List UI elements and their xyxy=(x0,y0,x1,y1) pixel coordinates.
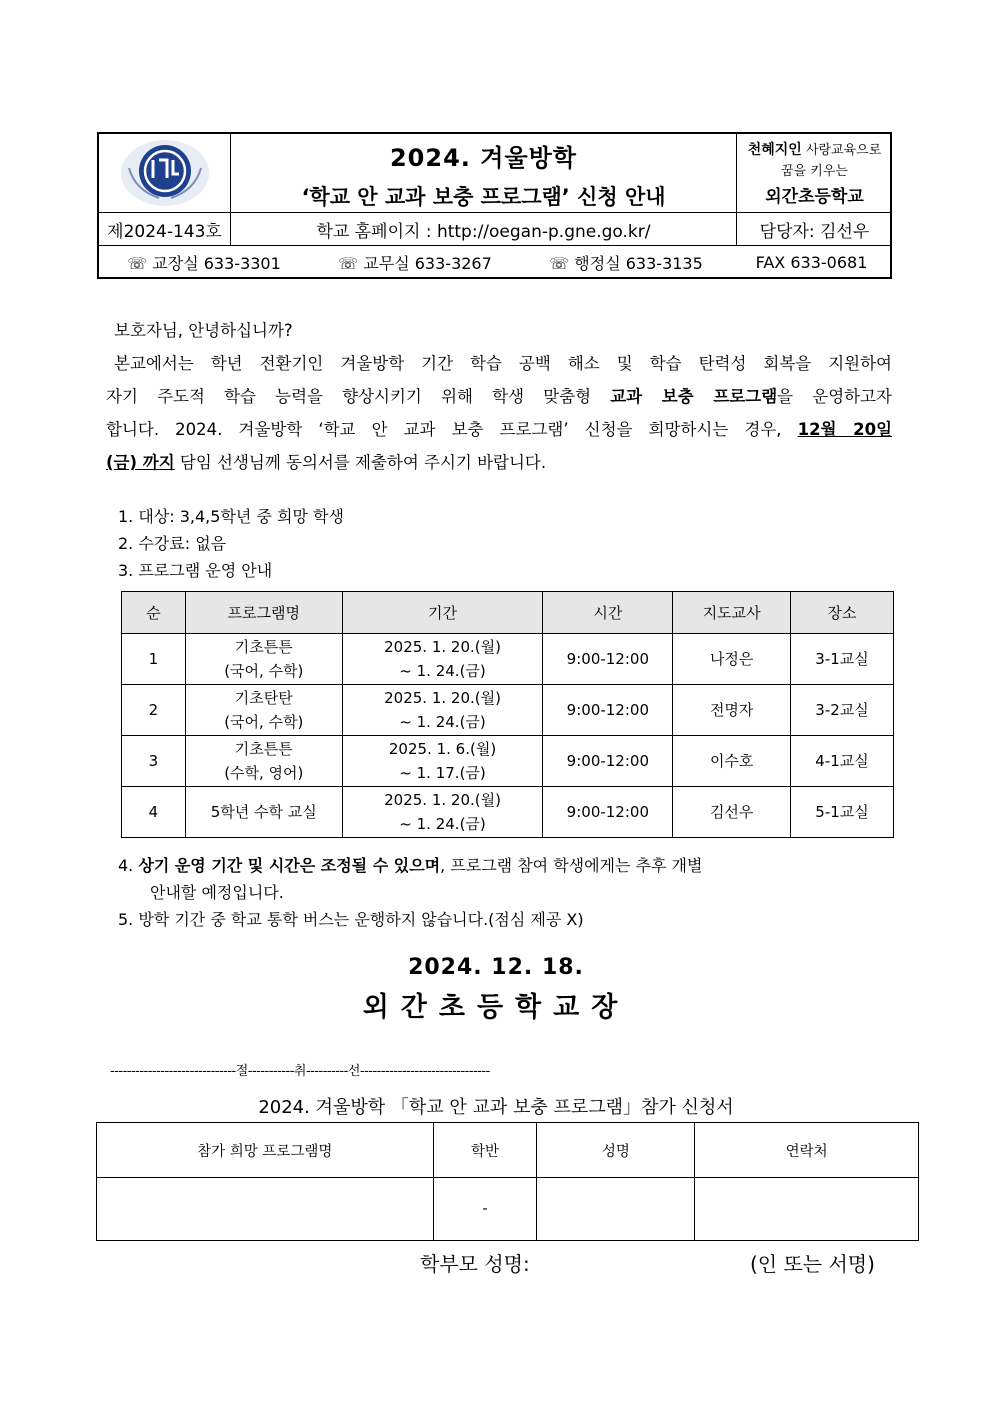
row-no: 3 xyxy=(122,736,186,787)
form-header-row xyxy=(97,1123,919,1178)
row-teacher: 이수호 xyxy=(673,736,791,787)
form-col-student: 성명 xyxy=(537,1123,695,1178)
fax-number: FAX 633-0681 xyxy=(755,253,868,272)
period-end: ~ 1. 24.(금) xyxy=(399,815,486,833)
deadline-date: 12월 20일 xyxy=(797,420,893,439)
row-period xyxy=(342,736,543,787)
student-name-field[interactable] xyxy=(537,1178,695,1241)
table-row xyxy=(122,685,894,736)
col-name: 프로그램명 xyxy=(185,592,342,634)
program-table xyxy=(121,591,894,838)
contact-field[interactable] xyxy=(695,1178,919,1241)
col-period: 기간 xyxy=(342,592,543,634)
row-program-name xyxy=(185,685,342,736)
row-room: 3-2교실 xyxy=(791,685,894,736)
school-name: 외간초등학교 xyxy=(765,186,864,207)
period-end: ~ 1. 24.(금) xyxy=(399,713,486,731)
sign-note: (인 또는 서명) xyxy=(750,1252,875,1276)
row-period xyxy=(342,685,543,736)
row-time: 9:00-12:00 xyxy=(543,685,673,736)
school-logo xyxy=(99,134,230,212)
form-input-row xyxy=(97,1178,919,1241)
item4-bold: 상기 운영 기간 및 시간은 조정될 수 있으며 xyxy=(138,856,441,875)
body-line-1: 본교에서는 학년 전환기인 겨울방학 기간 학습 공백 해소 및 학습 탄력성 회복을 지원하여 xyxy=(114,354,892,373)
body-line-2b: 을 운영하고자 xyxy=(777,387,892,406)
body-line-3a: 합니다. 2024. 겨울방학 ‘학교 안 교과 보충 프로그램’ 신청을 희망하시는 경우, xyxy=(106,420,798,439)
issue-date: 2024. 12. 18. xyxy=(408,955,584,980)
item-schedule-note xyxy=(118,852,702,879)
phone-principal: ☏ 교장실 633-3301 xyxy=(127,254,281,273)
title-year: 2024. 겨울방학 xyxy=(389,143,577,172)
phone-admin: ☏ 행정실 633-3135 xyxy=(549,254,703,273)
program-name-line1: 기초탄탄 xyxy=(234,689,293,707)
table-row xyxy=(122,634,894,685)
row-time: 9:00-12:00 xyxy=(543,787,673,838)
item-fee: 2. 수강료: 없음 xyxy=(118,534,227,553)
row-teacher: 김선우 xyxy=(673,787,791,838)
program-name-line2: (수학, 영어) xyxy=(224,764,304,782)
application-form xyxy=(96,1122,919,1241)
doc-number: 제2024-143호 xyxy=(107,221,222,242)
row-program-name xyxy=(185,634,342,685)
row-room: 4-1교실 xyxy=(791,736,894,787)
form-title: 2024. 겨울방학 「학교 안 교과 보충 프로그램」참가 신청서 xyxy=(258,1097,734,1118)
col-no: 순 xyxy=(122,592,186,634)
row-time: 9:00-12:00 xyxy=(543,634,673,685)
period-end: ~ 1. 24.(금) xyxy=(399,662,486,680)
parent-sign-label: 학부모 성명: xyxy=(420,1252,530,1276)
row-no: 2 xyxy=(122,685,186,736)
item-target: 1. 대상: 3,4,5학년 중 희망 학생 xyxy=(118,507,344,526)
item4-rest: , 프로그램 참여 학생에게는 추후 개별 xyxy=(440,856,703,875)
row-no: 1 xyxy=(122,634,186,685)
row-period xyxy=(342,787,543,838)
period-start: 2025. 1. 6.(월) xyxy=(388,740,497,758)
col-time: 시간 xyxy=(543,592,673,634)
col-room: 장소 xyxy=(791,592,894,634)
row-teacher: 나정은 xyxy=(673,634,791,685)
row-room: 3-1교실 xyxy=(791,634,894,685)
period-start: 2025. 1. 20.(월) xyxy=(384,791,501,809)
row-room: 5-1교실 xyxy=(791,787,894,838)
body-line-4: 담임 선생님께 동의서를 제출하여 주시기 바랍니다. xyxy=(174,453,547,472)
form-col-contact: 연락처 xyxy=(695,1123,919,1178)
principal-signature: 외간초등학교장 xyxy=(362,992,630,1023)
table-header-row xyxy=(122,592,894,634)
notes-list xyxy=(118,852,702,933)
program-name-line2: (국어, 수학) xyxy=(224,662,304,680)
cut-line: ------------------------------절-----------취----------선------------------------------- xyxy=(110,1064,490,1079)
letterhead xyxy=(97,132,892,279)
intro-paragraph xyxy=(106,314,892,479)
item4-line2: 안내할 예정입니다. xyxy=(150,883,284,902)
contact-person: 담당자: 김선우 xyxy=(759,221,870,242)
title-main: ‘학교 안 교과 보충 프로그램’ 신청 안내 xyxy=(301,184,666,209)
phone-teachers: ☏ 교무실 633-3267 xyxy=(338,254,492,273)
slogan-line2: 꿈을 키우는 xyxy=(781,163,848,179)
class-field[interactable]: - xyxy=(433,1178,537,1241)
table-row xyxy=(122,787,894,838)
period-start: 2025. 1. 20.(월) xyxy=(384,689,501,707)
deadline-day: (금) 까지 xyxy=(106,453,175,472)
form-col-program: 참가 희망 프로그램명 xyxy=(97,1123,434,1178)
item-bus-note: 5. 방학 기간 중 학교 통학 버스는 운행하지 않습니다.(점심 제공 X) xyxy=(118,910,584,929)
table-row xyxy=(122,736,894,787)
row-period xyxy=(342,634,543,685)
school-slogan xyxy=(737,134,892,212)
program-name-field[interactable] xyxy=(97,1178,434,1241)
info-list xyxy=(118,503,344,584)
row-program-name xyxy=(185,736,342,787)
slogan-line1: 사랑교육으로 xyxy=(801,142,882,158)
body-line-2-bold: 교과 보충 프로그램 xyxy=(610,387,778,406)
greeting: 보호자님, 안녕하십니까? xyxy=(114,321,293,340)
program-name-line2: (국어, 수학) xyxy=(224,713,304,731)
row-teacher: 전명자 xyxy=(673,685,791,736)
item4-number: 4. xyxy=(118,856,139,875)
program-name-line1: 기초튼튼 xyxy=(234,638,293,656)
program-name-line1: 기초튼튼 xyxy=(234,740,293,758)
item-program-heading: 3. 프로그램 운영 안내 xyxy=(118,561,273,580)
col-teacher: 지도교사 xyxy=(673,592,791,634)
row-time: 9:00-12:00 xyxy=(543,736,673,787)
period-end: ~ 1. 17.(금) xyxy=(399,764,486,782)
form-col-class: 학반 xyxy=(433,1123,537,1178)
document-title xyxy=(231,134,736,212)
slogan-bold: 천혜지인 xyxy=(747,141,802,158)
period-start: 2025. 1. 20.(월) xyxy=(384,638,501,656)
body-line-2a: 자기 주도적 학습 능력을 향상시키기 위해 학생 맞춤형 xyxy=(106,387,611,406)
homepage-url[interactable]: 학교 홈페이지 : http://oegan-p.gne.go.kr/ xyxy=(316,221,651,242)
row-program-name: 5학년 수학 교실 xyxy=(185,787,342,838)
row-no: 4 xyxy=(122,787,186,838)
